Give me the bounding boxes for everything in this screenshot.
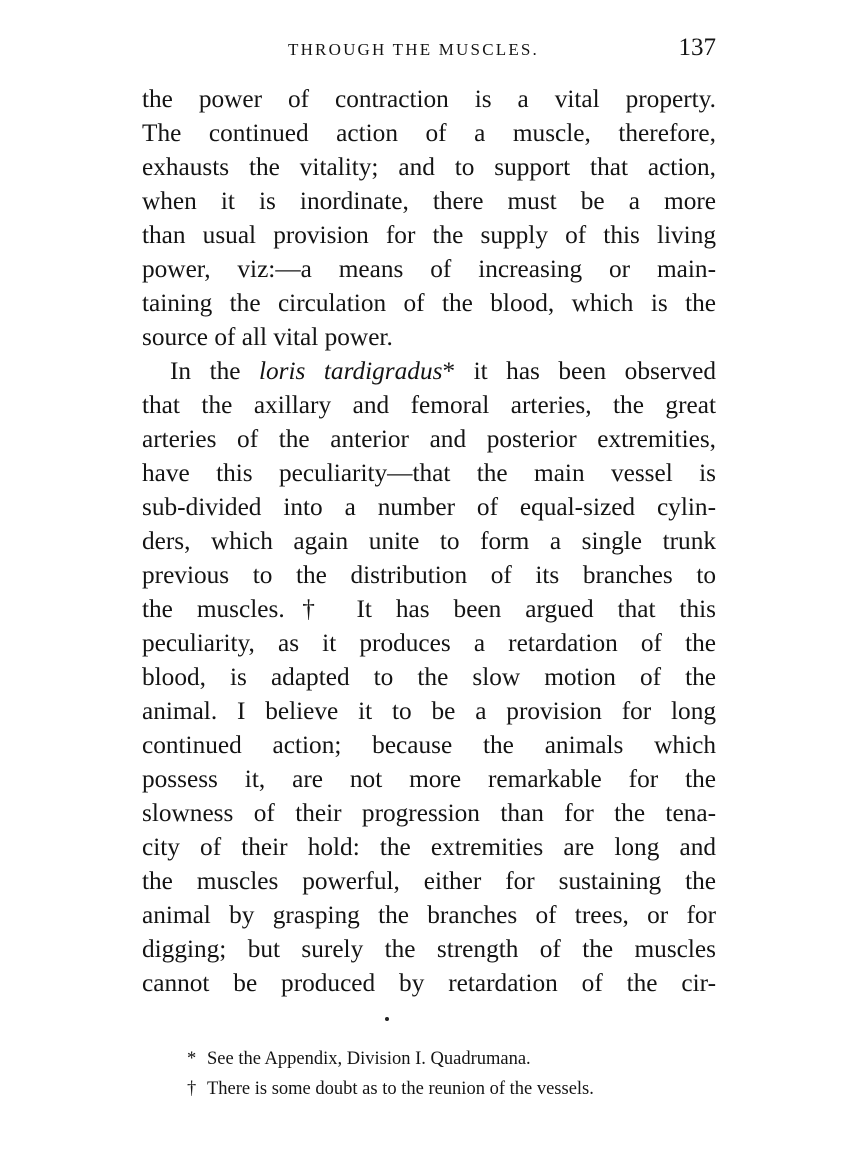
opening-text-continued: * it has been observed: [442, 357, 716, 385]
body-line: city of their hold: the extremities are long and: [142, 833, 716, 861]
body-line: arteries of the anterior and posterior extremities,: [142, 425, 716, 453]
footnote-text: See the Appendix, Division I. Quadrumana.: [207, 1049, 531, 1069]
body-line: than usual provision for the supply of this living: [142, 221, 716, 249]
body-line: the power of contraction is a vital property.: [142, 85, 716, 113]
body-line: power, viz:—a means of increasing or main-: [142, 255, 716, 283]
print-speck: [385, 1017, 389, 1021]
body-line: when it is inordinate, there must be a more: [142, 187, 716, 215]
footnote-mark: †: [187, 1079, 197, 1099]
body-text: [142, 82, 716, 1000]
body-line: peculiarity, as it produces a retardation of the: [142, 629, 716, 657]
body-line: digging; but surely the strength of the muscles: [142, 935, 716, 963]
body-line: taining the circulation of the blood, which is the: [142, 289, 716, 317]
body-line: blood, is adapted to the slow motion of the: [142, 663, 716, 691]
body-line: the muscles.† It has been argued that this: [142, 595, 716, 623]
body-line: ders, which again unite to form a single trunk: [142, 527, 716, 555]
body-line: sub-divided into a number of equal-sized cylin-: [142, 493, 716, 521]
body-line: The continued action of a muscle, therefore,: [142, 119, 716, 147]
paragraph-opening-line: [142, 354, 716, 388]
body-line: cannot be produced by retardation of the cir-: [142, 969, 716, 997]
body-line: animal by grasping the branches of trees, or for: [142, 901, 716, 929]
running-title: THROUGH THE MUSCLES.: [288, 40, 540, 59]
body-line: animal. I believe it to be a provision for long: [142, 697, 716, 725]
body-line: the muscles powerful, either for sustaining the: [142, 867, 716, 895]
body-line: have this peculiarity—that the main vessel is: [142, 459, 716, 487]
body-line: continued action; because the animals which: [142, 731, 716, 759]
body-line: possess it, are not more remarkable for the: [142, 765, 716, 793]
footnote: [187, 1074, 707, 1104]
footnote-mark: *: [187, 1049, 197, 1069]
footnote: [187, 1044, 707, 1074]
opening-text: In the: [170, 357, 259, 385]
running-head: [142, 34, 716, 68]
footnote-text: There is some doubt as to the reunion of the vessels.: [207, 1079, 594, 1099]
body-line: exhausts the vitality; and to support that action,: [142, 153, 716, 181]
body-line: that the axillary and femoral arteries, the great: [142, 391, 716, 419]
body-line: source of all vital power.: [142, 323, 393, 351]
body-line: previous to the distribution of its branches to: [142, 561, 716, 589]
page-number: 137: [678, 34, 716, 61]
footnotes: [187, 1044, 707, 1104]
body-line: slowness of their progression than for the tena-: [142, 799, 716, 827]
italic-species-name: loris tardigradus: [259, 357, 443, 385]
